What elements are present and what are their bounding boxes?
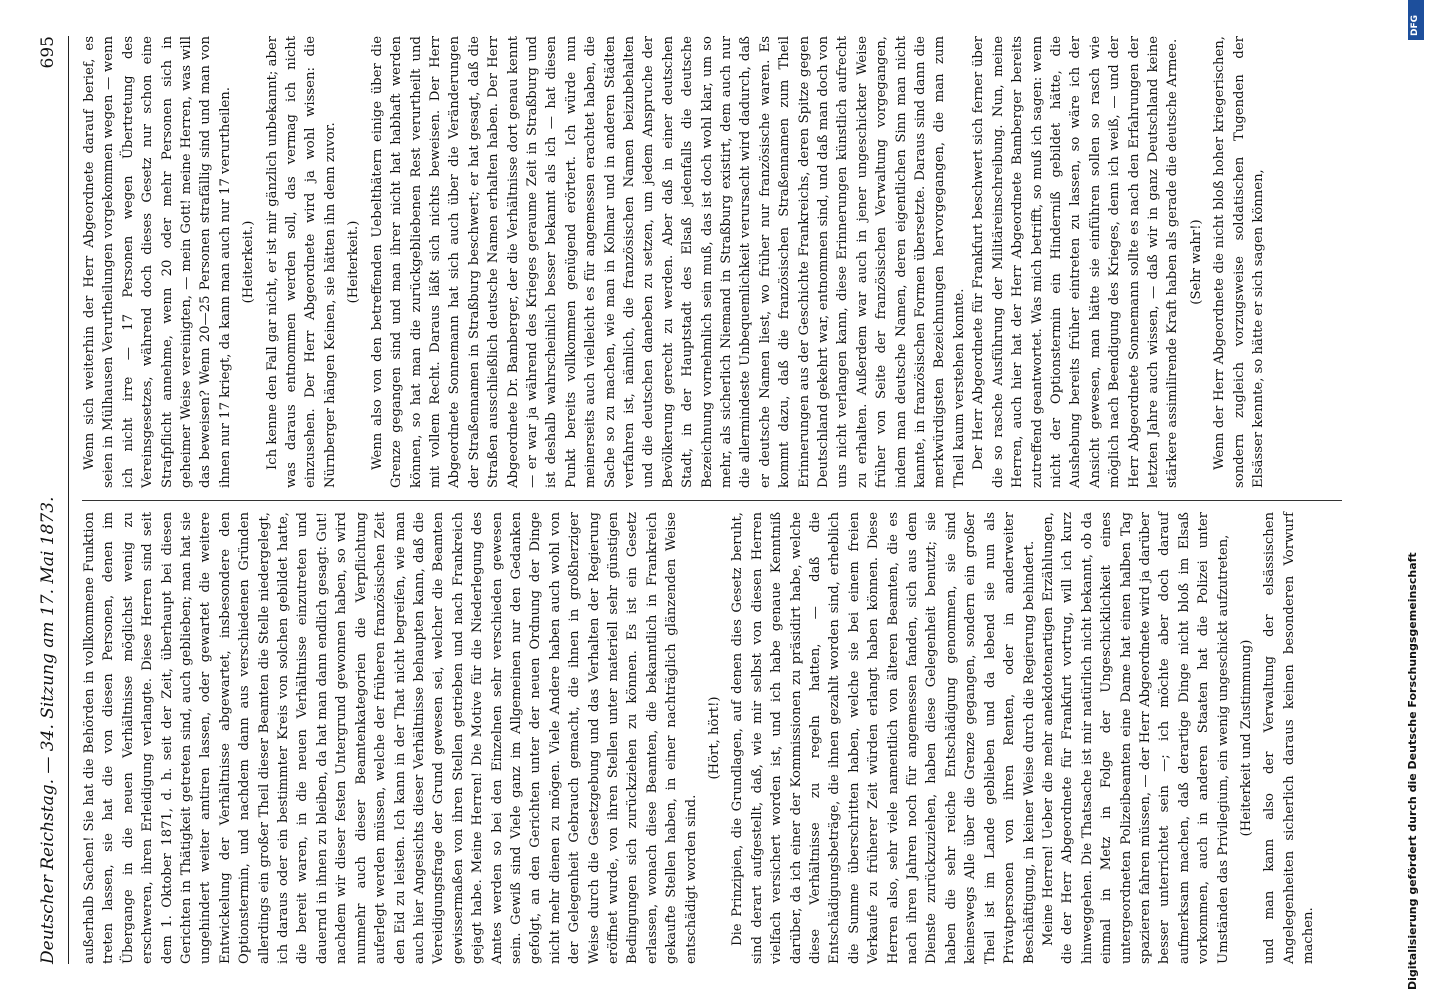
funding-stamp [1402, 0, 1426, 1000]
reaction-note: (Hört, hört!) [707, 696, 722, 780]
paragraph: außerhalb Sachen! Sie hat die Behörden in vollkommene Funktion treten lassen, sie hat die von diesen Personen, denen im Übergange in die neuen Verhältnisse möglichst wenig zu erschweren, ihren Erleidigung verlangte. Diese Herren sind seit dem 1. Oktober 1871, d. h. seit der Zeit, überhaupt bei diesen Gerichten in Thätigkeit getreten sind, auch geblieben; man hat sie ungehindert weiter amtiren lassen, oder gewartet die weitere Entwickelung der Verhältnisse abgewartet, insbesondere den Optionstermin, und nachdem dann aus verschiedenen Gründen allerdings ein großer Theil dieser Beamten die Stelle niedergelegt, ich daraus oder ein bestimmter Kreis von solchen gebildet hatte, die bereit waren, in die neuen Verhältnisse einzutreten und dauernd in ihnen zu bleiben, da hat man dann endlich gesagt: Gut! nachdem wir dieser festen Untergrund gewonnen haben, so wird nunmehr auch dieser Beamtenkategorien die Verpflichtung auferlegt werden müssen, welche der früheren französischen Zeit den Eid zu leisten. Ich kann in der That nicht begreifen, wie man auch hier Angesichts dieser Verhältnisse behaupten kann, daß die Vereidigungsfrage der Grund gewesen sei, welcher die Beamten gewissermaßen von ihren Stellen getrieben und nach Frankreich gejagt habe. Meine Herren! Die Motive für die Niederlegung des Amtes werden so bei den Einzelnen sehr verschieden gewesen sein. Gewiß sind Viele ganz im Allgemeinen nur den Gedanken gefolgt, an den Gerichten unter der neuen Ordnung der Dinge nicht mehr dienen zu mögen. Viele Andere haben auch wohl von der Gelegenheit Gebrauch gemacht, die ihnen in großherziger Weise durch die Gesetzgebung und das Verhalten der Regierung eröffnet wurde, von ihren Stellen unter materiell sehr günstigen Bedingungen sich zurückziehen zu können. Es ist ein Gesetz erlassen, wonach diese Beamten, die bekanntlich in Frankreich gekaufte Stellen haben, in einer nachträglich glänzenden Weise entschädigt worden sind. [82, 512, 699, 964]
running-head: Deutscher Reichstag. — 34. Sitzung am 17. Mai 1873. [38, 496, 58, 964]
funding-notice: Digitalisierung gefördert durch die Deutsche Forschungsgemeinschaft [1406, 552, 1419, 990]
reaction-note: (Sehr wahr!) [1188, 219, 1204, 305]
paragraph: Der Herr Abgeordnete für Frankfurt beschwert sich ferner über die so rasche Ausführung der Militäreinschreibung. Nun, meine Herren, auch hier hat der Herr Abgeordnete Bamberger bereits zutreffend geantwortet. Was mich betrifft, so muß ich sagen: wenn nicht der Optionstermin ein Hinderniß gebildet hätte, die Aushebung bereits früher eintreten zu lassen, so wäre ich der Ansicht gewesen, man hätte sie einführen sollen so rasch wie möglich nach Beendigung des Krieges, denn ich weiß, — und der Herr Abgeordnete Sonnemann sollte es nach den Erfahrungen der letzten Jahre auch wissen, — daß wir in ganz Deutschland keine stärkere assimilirende Kraft haben als gerade die deutsche Armee. [971, 36, 1181, 488]
reaction-note: (Heiterkeit.) [241, 220, 257, 304]
column-right [80, 36, 1268, 488]
reaction-note: (Heiterkeit.) [346, 220, 362, 304]
paragraph: Ich kenne den Fall gar nicht, er ist mir gänzlich unbekannt; aber was daraus entnommen werden soll, das vermag ich nicht einzusehen. Der Herr Abgeordnete wird ja wohl wissen: die Nürnberger hängen Keinen, sie hätten ihn denn zuvor. [264, 36, 338, 488]
column-divider [82, 500, 1342, 501]
reaction-note: (Heiterkeit und Zustimmung) [1238, 639, 1254, 837]
column-left [80, 512, 1319, 964]
paragraph: Wenn sich weiterhin der Herr Abgeordnete darauf berief, es seien in Mülhausen Verurtheilungen vorgekommen wegen — wenn ich nicht irre — 17 Personen wegen Übertretung des Vereinsgesetzes, während doch dieses Gesetz nur schon eine Strafpflicht annehme, wenn 20 oder mehr Personen sich in geheimer Weise vereinigten, — mein Gott! meine Herren, was will das beweisen? Wenn 20—25 Personen strafällig sind und man von ihnen nur 17 kriegt, da kann man auch nur 17 verurtheilen. [82, 36, 233, 488]
page-number: 695 [38, 36, 58, 69]
paragraph: Die Prinzipien, die Grundlagen, auf denen dies Gesetz beruht, sind derart aufgestellt, daß, wie mir selbst von diesen Herren vielfach versichert worden ist, und ich habe genaue Kenntniß darüber, da ich einer der Kommissionen zu präsidirt habe, welche diese Verhältnisse zu regeln hatten, — daß die Entschädigungsbeträge, die ihnen gezahlt worden sind, erheblich die Summe überschritten haben, welche sie bei einem freien Verkaufe zu früherer Zeit würden erlangt haben können. Diese Herren also, sehr viele namentlich von älteren Beamten, die es nach ihren Jahren noch für angemessen fanden, sich aus dem Dienste zurückzuziehen, haben diese Gelegenheit benutzt; sie haben die sehr reiche Entschädigung genommen, sie sind keineswegs Alle über die Grenze gegangen, sondern ein großer Theil ist im Lande geblieben und da lebend sie nun als Privatpersonen von ihren Renten, oder in anderweiter Beschäftigung, in keiner Weise durch die Regierung behindert. [730, 512, 1037, 964]
paragraph: Wenn der Herr Abgeordnete die nicht bloß hoher kriegerischen, sondern zugleich vorzugsweise soldatischen Tugenden der Elsässer kennte, so hätte er sich sagen können, [1212, 36, 1266, 488]
paragraph: Wenn also von den betreffenden Uebelthätern einige über die Grenze gegangen sind und man ihrer nicht hat habhaft werden können, so hat man die zurückgebliebenen Rest verurtheilt und mit vollem Recht. Daraus läßt sich nichts beweisen. Der Herr Abgeordnete Sonnemann hat sich auch über die Veränderungen der Straßennamen in Straßburg beschwert; er hat gesagt, daß die Straßen ausschließlich deutsche Namen erhalten haben. Der Herr Abgeordnete Dr. Bamberger, der die Verhältnisse dort genau kennt — er war ja während des Krieges geraume Zeit in Straßburg und ist deshalb wahrscheinlich besser bekannt als ich — hat diesen Punkt bereits vollkommen genügend erörtert. Ich würde nun meinerseits auch vielleicht es für angemessen erachtet haben, die Sache so zu machen, wie man in Kolmar und in anderen Städten verfahren ist, nämlich, die französischen Namen beizubehalten und die deutschen daneben zu setzen, um jedem Anspruche der Bevölkerung gerecht zu werden. Aber daß in einer deutschen Stadt, in der Hauptstadt des Elsaß jedenfalls die deutsche Bezeichnung vornehmlich sein muß, das ist doch wohl klar, um so mehr, als sicherlich Niemand in Straßburg existirt, dem auch nur die allermindeste Unbequemlichkeit verursacht wird dadurch, daß er deutsche Namen liest, wo früher nur französische waren. Es kommt dazu, daß die französischen Straßennamen zum Theil Erinnerungen aus der Geschichte Frankreichs, deren Spitze gegen Deutschland gekehrt war, entnommen sind, und daß man doch von uns nicht verlangen kann, diese Erinnerungen künstlich aufrecht zu erhalten. Außerdem war auch in jener ungeschickter Weise früher von Seite der französischen Verwaltung vorgegangen, indem man deutsche Namen, deren eigentlichen Sinn man nicht kannte, in französischen Formen übersetzte. Daraus sind dann die merkwürdigsten Bezeichnungen hervorgegangen, die man zum Theil kaum verstehen konnte. [369, 36, 967, 488]
dfg-logo: DFG [1408, 0, 1424, 40]
paragraph: Meine Herren! Ueber die mehr anekdotenartigen Erzählungen, die der Herr Abgeordnete für Frankfurt vortrug, will ich kurz hinweggehen. Die Thatsache ist mir natürlich nicht bekannt, ob da einmal in Metz in Folge der Ungeschicklichkeit eines untergeordneten Polizeibeamten eine Dame hat einen halben Tag spazieren fahren müssen, — der Herr Abgeordnete wird ja darüber besser unterrichtet sein —; ich möchte aber doch darauf aufmerksam machen, daß derartige Dinge nicht bloß im Elsaß vorkommen, auch in anderen Staaten hat die Polizei unter Umständen das Privilegium, ein wenig ungeschickt aufzutreten, [1040, 512, 1231, 964]
paragraph: und man kann also der Verwaltung der elsässischen Angelegenheiten sicherlich daraus keinen besonderen Vorwurf machen. [1262, 512, 1317, 964]
page-header [28, 36, 69, 964]
